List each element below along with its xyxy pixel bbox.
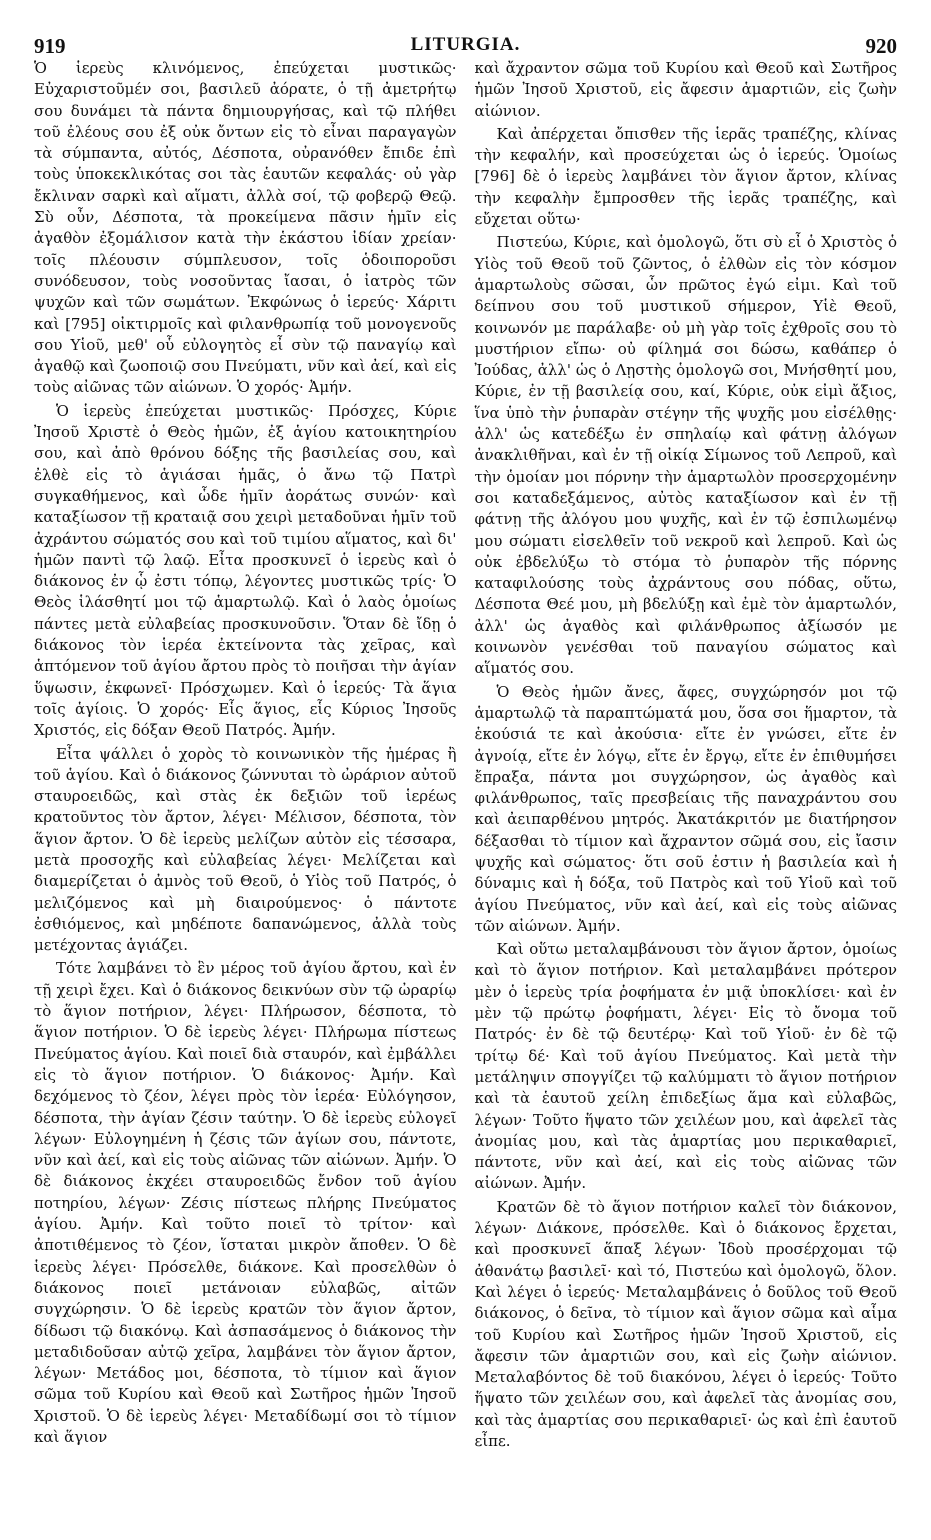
page-number-right: 920	[865, 34, 897, 58]
paragraph: Καὶ οὕτω μεταλαμβάνουσι τὸν ἅγιον ἄρτον, ὁμοίως καὶ τὸ ἅγιον ποτήριον. Καὶ μεταλαμβάνει πρότερον μὲν ὁ ἱερεὺς τρία ῥοφήματα ἐν μιᾷ ὑποκλίσει· καὶ ἐν μὲν τῷ πρώτῳ ῥοφήματι, λέγει· Εἰς τὸ ὄνομα τοῦ Πατρός· ἐν δὲ τῷ δευτέρῳ· Καὶ τοῦ Υἱοῦ· ἐν δὲ τῷ τρίτῳ δέ· Καὶ τοῦ ἁγίου Πνεύματος. Καὶ μετὰ τὴν μετάληψιν σπογγίζει τῷ καλύμματι τὸ ἅγιον ποτήριον καὶ τὰ ἑαυτοῦ χείλη ἐπιδεξίως ἅμα καὶ εὐλαβῶς, λέγων· Τοῦτο ἥψατο τῶν χειλέων μου, καὶ ἀφελεῖ τὰς ἀνομίας μου, καὶ τὰς ἁμαρτίας μου περικαθαριεῖ, πάντοτε, νῦν καὶ ἀεί, καὶ εἰς τοὺς αἰῶνας τῶν αἰώνων. Ἀμήν.	[474, 940, 897, 1193]
page-number-left: 919	[34, 34, 66, 58]
text-columns	[34, 58, 897, 1452]
paragraph: Πιστεύω, Κύριε, καὶ ὁμολογῶ, ὅτι σὺ εἶ ὁ Χριστὸς ὁ Υἱὸς τοῦ Θεοῦ τοῦ ζῶντος, ὁ ἐλθὼν εἰς τὸν κόσμον ἁμαρτωλοὺς σῶσαι, ὧν πρῶτος ἐγώ εἰμι. Καὶ τοῦ δείπνου σου τοῦ μυστικοῦ σήμερον, Υἱὲ Θεοῦ, κοινωνόν με παράλαβε· οὐ μὴ γὰρ τοῖς ἐχθροῖς σου τὸ μυστήριον εἴπω· οὐ φίλημά σοι δώσω, καθάπερ ὁ Ἰούδας, ἀλλ' ὡς ὁ Λῃστὴς ὁμολογῶ σοι, Μνήσθητί μου, Κύριε, ἐν τῇ βασιλείᾳ σου, καί, Κύριε, οὐκ εἰμὶ ἄξιος, ἵνα ὑπὸ τὴν ῥυπαρὰν στέγην τῆς ψυχῆς μου εἰσέλθῃς· ἀλλ' ὡς κατεδέξω ἐν σπηλαίῳ καὶ φάτνῃ ἀλόγων ἀνακλιθῆναι, καὶ ἐν τῇ οἰκίᾳ Σίμωνος τοῦ Λεπροῦ, καὶ τὴν ὁμοίαν μοι πόρνην τὴν ἁμαρτωλὸν προσερχομένην σοι καταδεξάμενος, αὐτὸς καταξίωσον καὶ ἐν τῇ φάτνῃ τῆς ἀλόγου μου ψυχῆς, καὶ ἐν τῷ ἐσπιλωμένῳ μου σώματι εἰσελθεῖν τοῦ νεκροῦ καὶ λεπροῦ. Καὶ ὡς οὐκ ἐβδελύξω τὸ στόμα τὸ ῥυπαρὸν τῆς πόρνης καταφιλούσης τοὺς ἀχράντους σου πόδας, οὕτω, Δέσποτα Θεέ μου, μὴ βδελύξῃ καὶ ἐμὲ τὸν ἁμαρτωλόν, ἀλλ' ὡς ἀγαθὸς καὶ φιλάνθρωπος ἀξίωσόν με κοινωνὸν γενέσθαι τοῦ παναγίου σώματος καὶ αἵματός σου.	[474, 233, 897, 678]
left-column	[34, 58, 457, 1452]
paragraph: Ὁ Θεὸς ἡμῶν ἄνες, ἄφες, συγχώρησόν μοι τῷ ἁμαρτωλῷ τὰ παραπτώματά μου, ὅσα σοι ἥμαρτον, τὰ ἑκούσιά τε καὶ ἀκούσια· εἴτε ἐν γνώσει, εἴτε ἐν ἀγνοίᾳ, εἴτε ἐν λόγῳ, εἴτε ἐν ἔργῳ, εἴτε ἐν ἐπιθυμήσει ἔπραξα, πάντα μοι συγχώρησον, ὡς ἀγαθὸς καὶ φιλάνθρωπος, ταῖς πρεσβείαις τῆς παναχράντου σου καὶ ἀειπαρθένου μητρός. Ἀκατάκριτόν με διατήρησον δέξασθαι τὸ τίμιον καὶ ἄχραντον σῶμά σου, εἰς ἴασιν ψυχῆς καὶ σώματος· ὅτι σοῦ ἐστιν ἡ βασιλεία καὶ ἡ δύναμις καὶ ἡ δόξα, τοῦ Πατρὸς καὶ τοῦ Υἱοῦ καὶ τοῦ ἁγίου Πνεύματος, νῦν καὶ ἀεί, καὶ εἰς τοὺς αἰῶνας τῶν αἰώνων. Ἀμήν.	[474, 682, 897, 935]
paragraph: Ὁ ἱερεὺς ἐπεύχεται μυστικῶς· Πρόσχες, Κύριε Ἰησοῦ Χριστὲ ὁ Θεὸς ἡμῶν, ἐξ ἁγίου κατοικητηρίου σου, καὶ ἀπὸ θρόνου δόξης τῆς βασιλείας σου, καὶ ἐλθὲ εἰς τὸ ἁγιάσαι ἡμᾶς, ὁ ἄνω τῷ Πατρὶ συγκαθήμενος, καὶ ὧδε ἡμῖν ἀοράτως συνών· καὶ καταξίωσον τῇ κραταιᾷ σου χειρὶ μεταδοῦναι ἡμῖν τοῦ ἀχράντου σώματός σου καὶ τοῦ τιμίου αἵματος, καὶ δι' ἡμῶν παντὶ τῷ λαῷ. Εἶτα προσκυνεῖ ὁ ἱερεὺς καὶ ὁ διάκονος ἐν ᾧ ἐστι τόπῳ, λέγοντες μυστικῶς τρίς· Ὁ Θεὸς ἱλάσθητί μοι τῷ ἁμαρτωλῷ. Καὶ ὁ λαὸς ὁμοίως πάντες μετὰ εὐλαβείας προσκυνοῦσιν. Ὅταν δὲ ἴδῃ ὁ διάκονος τὸν ἱερέα ἐκτείνοντα τὰς χεῖρας, καὶ ἁπτόμενον τοῦ ἁγίου ἄρτου πρὸς τὸ ποιῆσαι τὴν ἁγίαν ὕψωσιν, ἐκφωνεῖ· Πρόσχωμεν. Καὶ ὁ ἱερεύς· Τὰ ἅγια τοῖς ἁγίοις. Ὁ χορός· Εἷς ἅγιος, εἷς Κύριος Ἰησοῦς Χριστός, εἰς δόξαν Θεοῦ Πατρός. Ἀμήν.	[34, 401, 457, 740]
right-column	[475, 58, 898, 1452]
paragraph: Κρατῶν δὲ τὸ ἅγιον ποτήριον καλεῖ τὸν διάκονον, λέγων· Διάκονε, πρόσελθε. Καὶ ὁ διάκονος ἔρχεται, καὶ προσκυνεῖ ἅπαξ λέγων· Ἰδοὺ προσέρχομαι τῷ ἀθανάτῳ βασιλεῖ· καὶ τό, Πιστεύω καὶ ὁμολογῶ, ὅλον. Καὶ λέγει ὁ ἱερεύς· Μεταλαμβάνεις ὁ δοῦλος τοῦ Θεοῦ διάκονος, ὁ δεῖνα, τὸ τίμιον καὶ ἅγιον σῶμα καὶ αἷμα τοῦ Κυρίου καὶ Σωτῆρος ἡμῶν Ἰησοῦ Χριστοῦ, εἰς ἄφεσιν τῶν ἁμαρτιῶν σου, καὶ εἰς ζωὴν αἰώνιον. Μεταλαβόντος δὲ τοῦ διακόνου, λέγει ὁ ἱερεύς· Τοῦτο ἥψατο τῶν χειλέων σου, καὶ ἀφελεῖ τὰς ἀνομίας σου, καὶ τὰς ἁμαρτίας σου περικαθαριεῖ· ὡς καὶ ἐπὶ ἑαυτοῦ εἶπε.	[474, 1197, 897, 1450]
paragraph: Ὁ ἱερεὺς κλινόμενος, ἐπεύχεται μυστικῶς· Εὐχαριστοῦμέν σοι, βασιλεῦ ἀόρατε, ὁ τῇ ἀμετρήτῳ σου δυνάμει τὰ πάντα δημιουργήσας, καὶ τῷ πλήθει τοῦ ἐλέους σου ἐξ οὐκ ὄντων εἰς τὸ εἶναι παραγαγὼν τὰ σύμπαντα, αὐτός, Δέσποτα, οὐρανόθεν ἔπιδε ἐπὶ τοὺς ὑποκεκλικότας σοι τὰς ἑαυτῶν κεφαλάς· οὐ γὰρ ἔκλιναν σαρκὶ καὶ αἵματι, ἀλλὰ σοί, τῷ φοβερῷ Θεῷ. Σὺ οὖν, Δέσποτα, τὰ προκείμενα πᾶσιν ἡμῖν εἰς ἀγαθὸν ἐξομάλισον κατὰ τὴν ἑκάστου ἰδίαν χρείαν· τοῖς πλέουσιν σύμπλευσον, τοῖς ὁδοιποροῦσι συνόδευσον, τοὺς νοσοῦντας ἴασαι, ὁ ἰατρὸς τῶν ψυχῶν καὶ τῶν σωμάτων. Ἐκφώνως ὁ ἱερεύς· Χάριτι καὶ [795] οἰκτιρμοῖς καὶ φιλανθρωπίᾳ τοῦ μονογενοῦς σου Υἱοῦ, μεθ' οὗ εὐλογητὸς εἶ σὺν τῷ παναγίῳ καὶ ἀγαθῷ καὶ ζωοποιῷ σου Πνεύματι, νῦν καὶ ἀεί, καὶ εἰς τοὺς αἰῶνας τῶν αἰώνων. Ὁ χορός· Ἀμήν.	[34, 59, 457, 397]
paragraph: καὶ ἄχραντον σῶμα τοῦ Κυρίου καὶ Θεοῦ καὶ Σωτῆρος ἡμῶν Ἰησοῦ Χριστοῦ, εἰς ἄφεσιν ἁμαρτιῶν, εἰς ζωὴν αἰώνιον.	[474, 59, 897, 120]
paragraph: Καὶ ἀπέρχεται ὄπισθεν τῆς ἱερᾶς τραπέζης, κλίνας τὴν κεφαλήν, καὶ προσεύχεται ὡς ὁ ἱερεύς. Ὁμοίως [796] δὲ ὁ ἱερεὺς λαμβάνει τὸν ἅγιον ἄρτον, κλίνας τὴν κεφαλὴν ἔμπροσθεν τῆς ἱερᾶς τραπέζης, καὶ εὔχεται οὕτω·	[474, 124, 897, 229]
running-title: LITURGIA.	[410, 34, 521, 55]
page-header	[34, 26, 897, 56]
paragraph: Εἶτα ψάλλει ὁ χορὸς τὸ κοινωνικὸν τῆς ἡμέρας ἢ τοῦ ἁγίου. Καὶ ὁ διάκονος ζώννυται τὸ ὠράριον αὐτοῦ σταυροειδῶς, καὶ στὰς ἐκ δεξιῶν τοῦ ἱερέως κρατοῦντος τὸν ἄρτον, λέγει· Μέλισον, δέσποτα, τὸν ἅγιον ἄρτον. Ὁ δὲ ἱερεὺς μελίζων αὐτὸν εἰς τέσσαρα, μετὰ προσοχῆς καὶ εὐλαβείας λέγει· Μελίζεται καὶ διαμερίζεται ὁ ἀμνὸς τοῦ Θεοῦ, ὁ Υἱὸς τοῦ Πατρός, ὁ μελιζόμενος καὶ μὴ διαιρούμενος· ὁ πάντοτε ἐσθιόμενος, καὶ μηδέποτε δαπανώμενος, ἀλλὰ τοὺς μετέχοντας ἁγιάζει.	[34, 744, 457, 955]
paragraph: Τότε λαμβάνει τὸ ἓν μέρος τοῦ ἁγίου ἄρτου, καὶ ἐν τῇ χειρὶ ἔχει. Καὶ ὁ διάκονος δεικνύων σὺν τῷ ὠραρίῳ τὸ ἅγιον ποτήριον, λέγει· Πλήρωσον, δέσποτα, τὸ ἅγιον ποτήριον. Ὁ δὲ ἱερεὺς λέγει· Πλήρωμα πίστεως Πνεύματος ἁγίου. Καὶ ποιεῖ διὰ σταυρόν, καὶ ἐμβάλλει εἰς τὸ ἅγιον ποτήριον. Ὁ διάκονος· Ἀμήν. Καὶ δεχόμενος τὸ ζέον, λέγει πρὸς τὸν ἱερέα· Εὐλόγησον, δέσποτα, τὴν ἁγίαν ζέσιν ταύτην. Ὁ δὲ ἱερεὺς εὐλογεῖ λέγων· Εὐλογημένη ἡ ζέσις τῶν ἁγίων σου, πάντοτε, νῦν καὶ ἀεί, καὶ εἰς τοὺς αἰῶνας τῶν αἰώνων. Ἀμήν. Ὁ δὲ διάκονος ἐκχέει σταυροειδῶς ἔνδον τοῦ ἁγίου ποτηρίου, λέγων· Ζέσις πίστεως πλήρης Πνεύματος ἁγίου. Ἀμήν. Καὶ τοῦτο ποιεῖ τὸ τρίτον· καὶ ἀποτιθέμενος τὸ ζέον, ἵσταται μικρὸν ἄποθεν. Ὁ δὲ ἱερεὺς λέγει· Πρόσελθε, διάκονε. Καὶ προσελθὼν ὁ διάκονος ποιεῖ μετάνοιαν εὐλαβῶς, αἰτῶν συγχώρησιν. Ὁ δὲ ἱερεὺς κρατῶν τὸν ἅγιον ἄρτον, δίδωσι τῷ διακόνῳ. Καὶ ἀσπασάμενος ὁ διάκονος τὴν μεταδιδοῦσαν αὐτῷ χεῖρα, λαμβάνει τὸν ἅγιον ἄρτον, λέγων· Μετάδος μοι, δέσποτα, τὸ τίμιον καὶ ἅγιον σῶμα τοῦ Κυρίου καὶ Θεοῦ καὶ Σωτῆρος ἡμῶν Ἰησοῦ Χριστοῦ. Ὁ δὲ ἱερεὺς λέγει· Μεταδίδωμί σοι τὸ τίμιον καὶ ἅγιον	[34, 959, 457, 1446]
